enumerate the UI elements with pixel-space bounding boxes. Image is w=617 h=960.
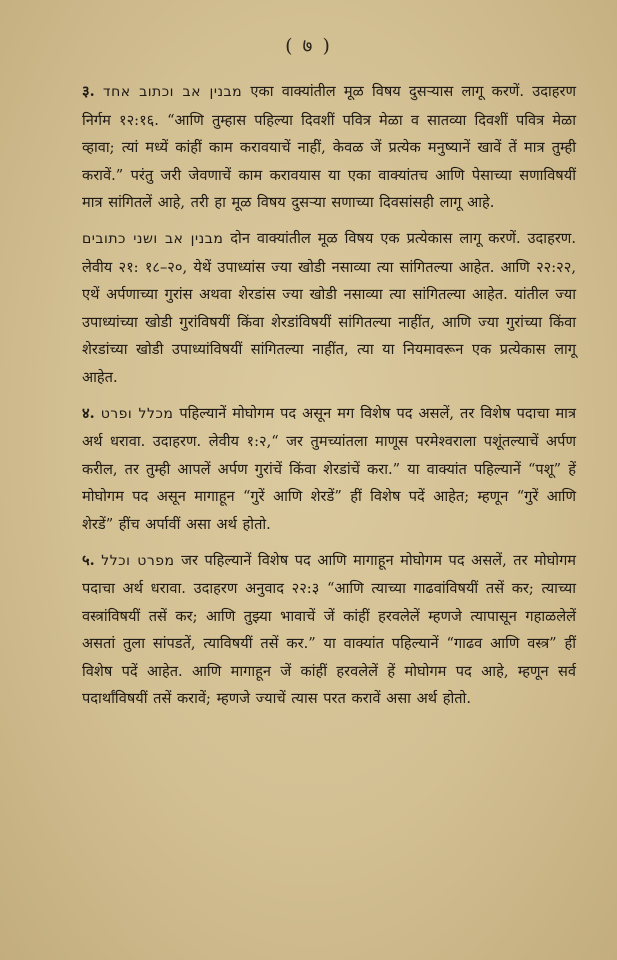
page-body [38,78,576,721]
rule-number: ३. [82,83,95,100]
paragraph-rule-3 [38,78,576,217]
rule-number: ४. [82,404,95,422]
paragraph-text: एका वाक्यांतील मूळ विषय दुसऱ्यास लागू करणें. उदाहरण निर्गम १२:१६. “आणि तुम्हास पहिल्या दिवशीं पवित्र मेळा व सातव्या दिवशीं पवित्र मेळा व्हावा; त्यां मध्यें कांहीं काम करावयाचें नाहीं, केवळ जें प्रत्येक मनुष्यानें खावें तें मात्र तुम्ही करावें.” परंतु जरी जेवणाचें काम करावयास या एका वाक्यांतच आणि पेसाच्या सणाविषयीं मात्र सांगितलें आहे, तरी हा मूळ विषय दुसऱ्या सणाच्या दिवसांसही लागू आहे. [82,83,577,212]
page-number: ( ७ ) [285,35,332,57]
hebrew-rule-name: מבנין אב וכתוב אחד [102,84,243,100]
paragraph-text: दोन वाक्यांतील मूळ विषय एक प्रत्येकास लागू करणें. उदाहरण. लेवीय २१: १८–२०, येथें उपाध्यांस ज्या खोडी नसाव्या त्या सांगितल्या आहेत. आणि २२:२२, एथें अर्पणाच्या गुरांस अथवा शेरडांस ज्या खोडी नसाव्या त्या सांगितल्या आहेत. यांतील ज्या उपाध्यांच्या खोडी गुरांविषयीं किंवा शेरडांविषयीं सांगितल्या नाहींत, आणि ज्या गुरांच्या किंवा शेरडांच्या खोडी उपाध्यांविषयीं सांगितल्या नाहींत, त्या या नियमावरून एक प्रत्येकास लागू आहेत. [82,229,576,386]
hebrew-rule-name: מכלל ופרט [100,405,174,422]
paragraph-rule-5 [38,547,576,714]
paragraph-rule-3b [38,225,576,392]
rule-number: ५. [82,551,95,569]
paragraph-text: पहिल्यानें मोघोगम पद असून मग विशेष पद असलें, तर विशेष पदाचा मात्र अर्थ धरावा. उदाहरण. लेवीय १:२,“ जर तुमच्यांतला माणूस परमेश्वराला पशूंतल्याचें अर्पण करील, तर तुम्ही आपलें अर्पण गुरांचें किंवा शेरडांचें करा.” या वाक्यांत पहिल्यानें “पशू” हें मोघोगम पद असून मागाहून “गुरें आणि शेरडें” हीं विशेष पदें आहेत; म्हणून “गुरें आणि शेरडें” हींच अर्पावीं असा अर्थ होतो. [82,404,577,533]
paragraph-rule-4 [38,400,576,539]
hebrew-rule-name: מבנין אב ושני כתובים [82,230,224,247]
hebrew-rule-name: מפרט וכלל [101,552,175,569]
paragraph-text: जर पहिल्यानें विशेष पद आणि मागाहून मोघोगम पद असलें, तर मोघोगम पदाचा अर्थ धरावा. उदाहरण अनुवाद २२:३ “आणि त्याच्या गाढवांविषयीं तसें कर; त्याच्या वस्त्रांविषयीं तसें कर; आणि तुझ्या भावाचें जें कांहीं हरवलेलें म्हणजे त्यापासून गहाळलेलें असतां तुला सांपडतें, त्याविषयीं तसें कर.” या वाक्यांत पहिल्यानें “गाढव आणि वस्त्र” हीं विशेष पदें आहेत. आणि मागाहून जें कांहीं हरवलेलें हें मोघोगम पद आहे, म्हणून सर्व पदार्थांविषयीं तसें करावें; म्हणजे ज्याचें त्यास परत करावें असा अर्थ होतो. [82,551,577,708]
